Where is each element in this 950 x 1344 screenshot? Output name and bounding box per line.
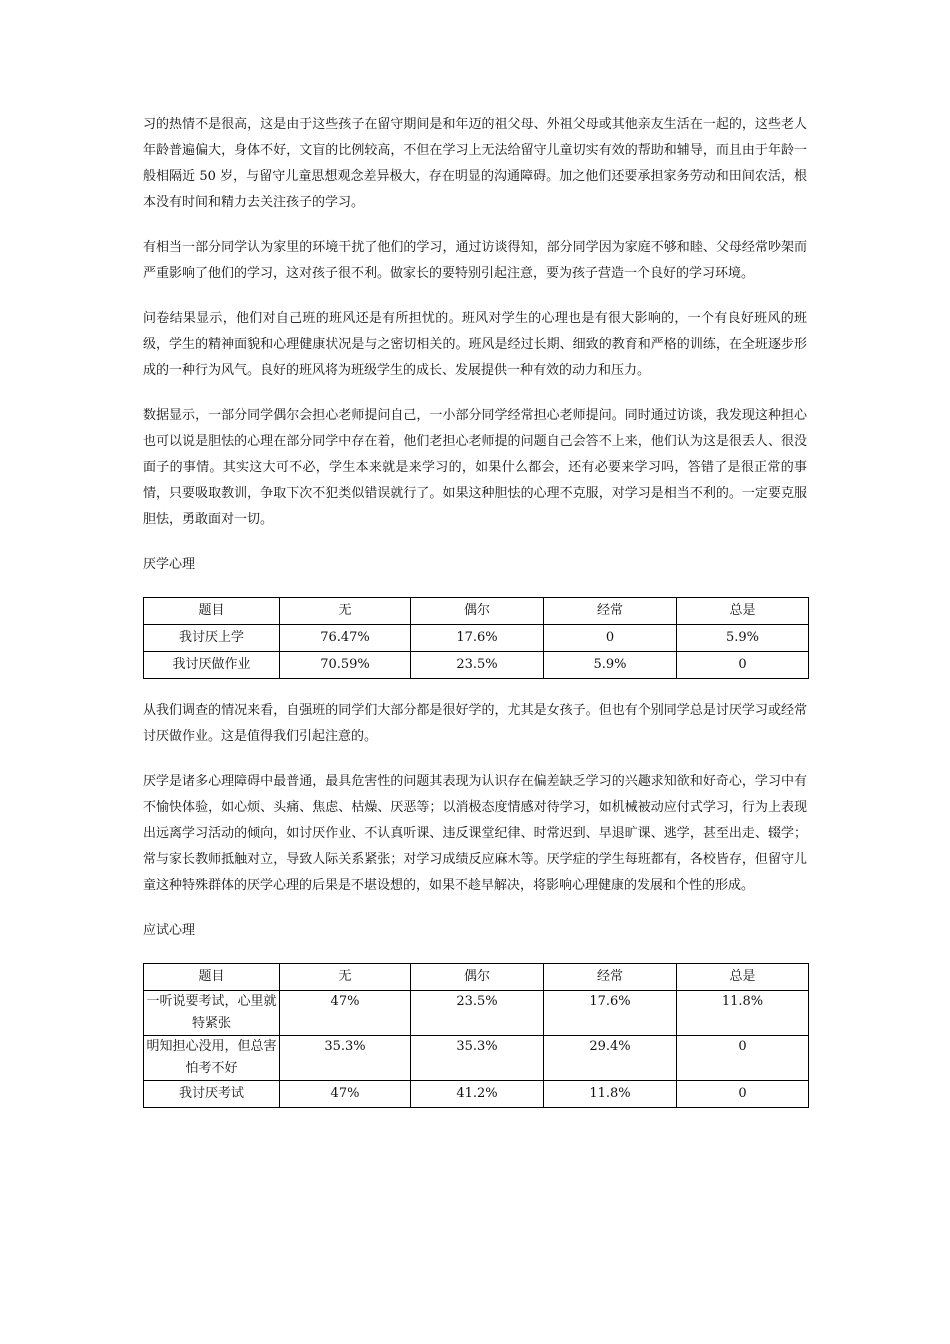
table-header-cell: 无 [280, 598, 411, 625]
paragraph-2: 有相当一部分同学认为家里的环境干扰了他们的学习，通过访谈得知，部分同学因为家庭不够和睦、父母经常吵架而严重影响了他们的学习，这对孩子很不利。做家长的要特别引起注意，要为孩子营造一个良好的学习环境。 [143, 240, 807, 281]
table-header-row [144, 598, 809, 625]
table-header-cell: 总是 [677, 598, 809, 625]
paragraph-3: 问卷结果显示，他们对自己班的班风还是有所担忧的。班风对学生的心理也是有很大影响的，一个有良好班风的班级，学生的精神面貌和心理健康状况是与之密切相关的。班风是经过长期、细致的教育和严格的训练，在全班逐步形成的一种行为风气。良好的班风将为班级学生的成长、发展提供一种有效的动力和压力。 [143, 311, 807, 378]
table-cell: 35.3% [280, 1036, 411, 1081]
table-cell: 17.6% [411, 625, 544, 652]
paragraph-5: 从我们调查的情况来看，自强班的同学们大部分都是很好学的，尤其是女孩子。但也有个别同学总是讨厌学习或经常讨厌做作业。这是值得我们引起注意的。 [143, 703, 807, 744]
table-cell: 47% [280, 991, 411, 1036]
table-header-cell: 题目 [144, 964, 280, 991]
table-cell: 11.8% [677, 991, 809, 1036]
section-heading-exam: 应试心理 [143, 923, 196, 938]
table-cell: 我讨厌做作业 [144, 652, 280, 679]
section-heading-aversion: 厌学心理 [143, 557, 196, 572]
table-cell: 0 [677, 1081, 809, 1108]
table-header-cell: 无 [280, 964, 411, 991]
table-cell: 5.9% [544, 652, 677, 679]
table-cell: 41.2% [411, 1081, 544, 1108]
table-header-cell: 经常 [544, 964, 677, 991]
table-cell: 70.59% [280, 652, 411, 679]
paragraph-4: 数据显示，一部分同学偶尔会担心老师提问自己，一小部分同学经常担心老师提问。同时通过访谈，我发现这种担心也可以说是胆怯的心理在部分同学中存在着，他们老担心老师提的问题自己会答不上来，他们认为这是很丢人、很没面子的事情。其实这大可不必，学生本来就是来学习的，如果什么都会，还有必要来学习吗，答错了是很正常的事情，只要吸取教训，争取下次不犯类似错误就行了。如果这种胆怯的心理不克服，对学习是相当不利的。一定要克服胆怯，勇敢面对一切。 [143, 408, 807, 527]
table-cell: 0 [677, 1036, 809, 1081]
table-cell: 47% [280, 1081, 411, 1108]
table-cell: 17.6% [544, 991, 677, 1036]
table-header-cell: 总是 [677, 964, 809, 991]
table-row [144, 1081, 809, 1108]
table-cell: 23.5% [411, 652, 544, 679]
table-header-cell: 题目 [144, 598, 280, 625]
table-cell: 23.5% [411, 991, 544, 1036]
table-cell: 11.8% [544, 1081, 677, 1108]
table-cell: 0 [677, 652, 809, 679]
table-cell: 0 [544, 625, 677, 652]
table-cell: 35.3% [411, 1036, 544, 1081]
table-cell: 我讨厌上学 [144, 625, 280, 652]
exam-table [143, 963, 809, 1108]
paragraph-1: 习的热情不是很高，这是由于这些孩子在留守期间是和年迈的祖父母、外祖父母或其他亲友生活在一起的，这些老人年龄普遍偏大，身体不好，文盲的比例较高，不但在学习上无法给留守儿童切实有效的帮助和辅导，而且由于年龄一般相隔近 50 岁，与留守儿童思想观念差异极大，存在明显的沟通障碍。加之他们还要承担家务劳动和田间农活，根本没有时间和精力去关注孩子的学习。 [143, 117, 807, 210]
table-header-cell: 偶尔 [411, 964, 544, 991]
table-header-row [144, 964, 809, 991]
table-cell: 76.47% [280, 625, 411, 652]
aversion-table [143, 597, 809, 679]
table-cell: 一听说要考试，心里就特紧张 [144, 991, 280, 1036]
table-cell: 5.9% [677, 625, 809, 652]
document-body [143, 112, 807, 1127]
table-cell: 29.4% [544, 1036, 677, 1081]
table-header-cell: 偶尔 [411, 598, 544, 625]
table-header-cell: 经常 [544, 598, 677, 625]
table-cell: 明知担心没用，但总害怕考不好 [144, 1036, 280, 1081]
table-cell: 我讨厌考试 [144, 1081, 280, 1108]
table-row [144, 625, 809, 652]
paragraph-6: 厌学是诸多心理障碍中最普通，最具危害性的问题其表现为认识存在偏差缺乏学习的兴趣求知欲和好奇心，学习中有不愉快体验，如心烦、头痛、焦虑、枯燥、厌恶等；以消极态度情感对待学习，如机械被动应付式学习，行为上表现出远离学习活动的倾向，如讨厌作业、不认真听课、违反课堂纪律、时常迟到、早退旷课、逃学，甚至出走、辍学；常与家长教师抵触对立，导致人际关系紧张；对学习成绩反应麻木等。厌学症的学生每班都有，各校皆存，但留守儿童这种特殊群体的厌学心理的后果是不堪设想的，如果不趁早解决，将影响心理健康的发展和个性的形成。 [143, 774, 807, 893]
table-row [144, 652, 809, 679]
table-row [144, 991, 809, 1036]
table-row [144, 1036, 809, 1081]
